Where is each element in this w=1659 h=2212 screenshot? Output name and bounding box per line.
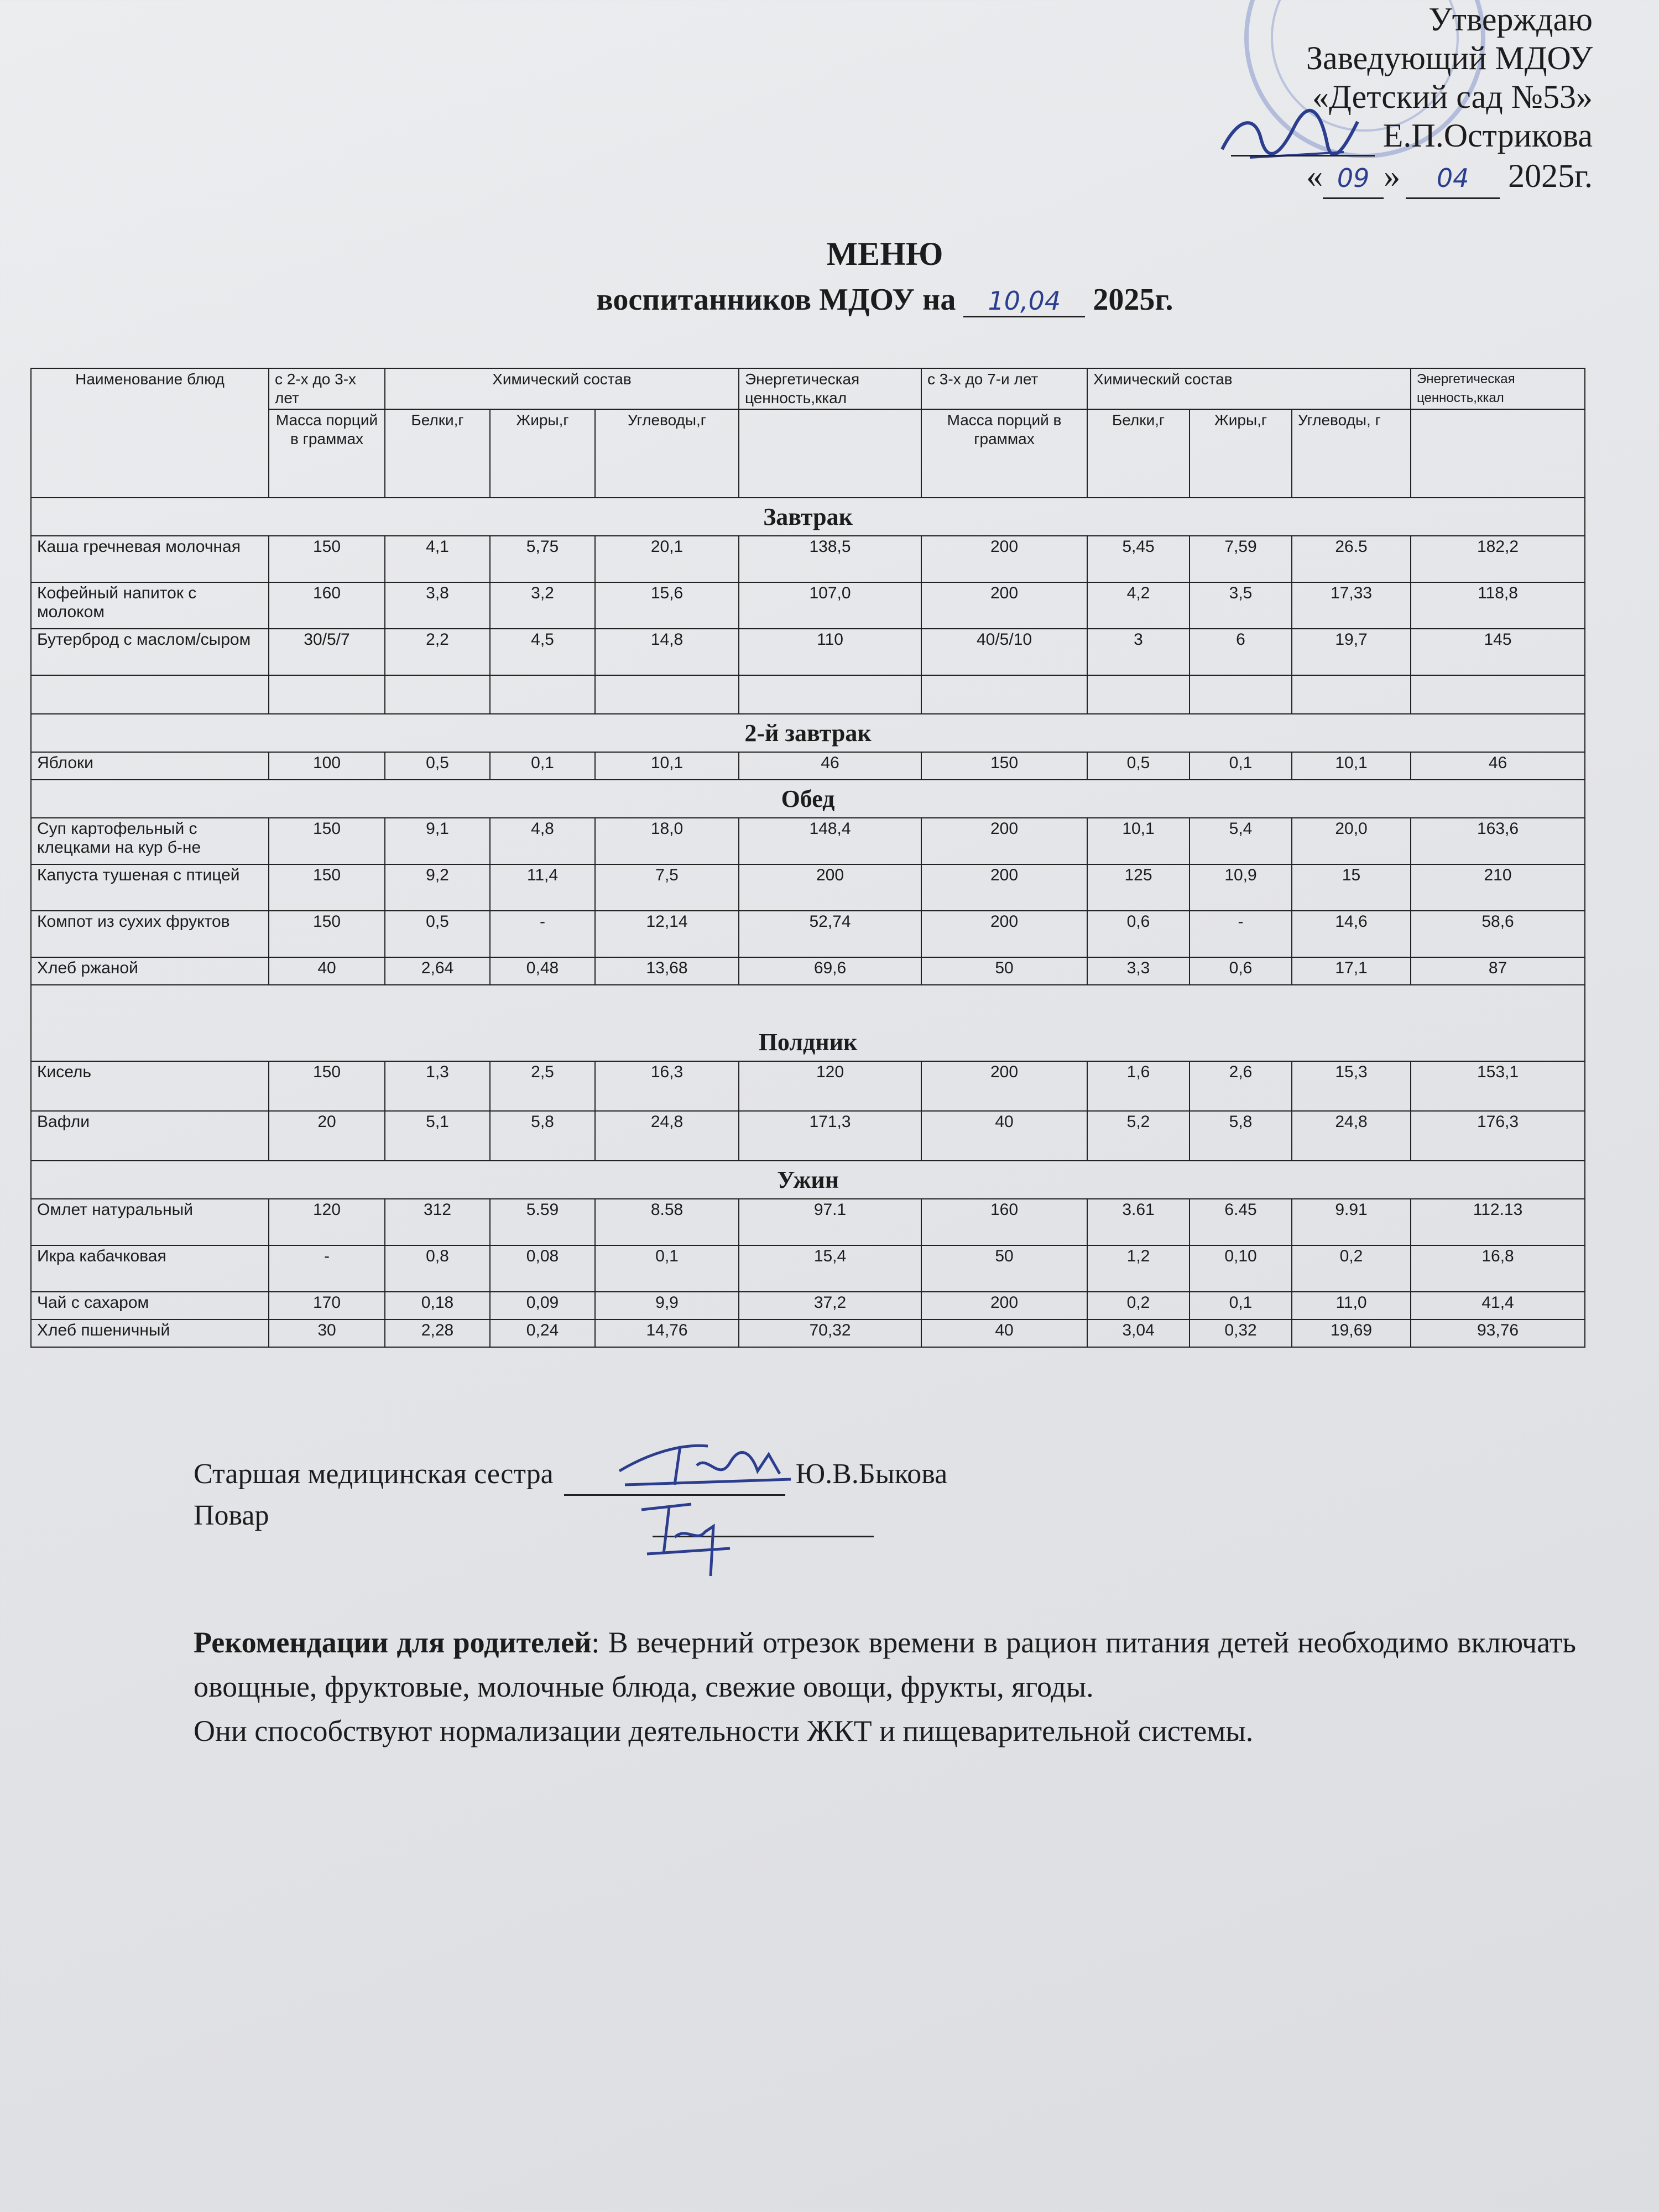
table-cell: 69,6 [739,957,921,985]
table-cell: 4,5 [490,629,595,675]
table-cell: 0,5 [1087,752,1190,780]
table-cell: 107,0 [739,582,921,629]
section-title: Полдник [31,985,1585,1061]
table-cell: 16,8 [1411,1245,1585,1292]
table-cell: 13,68 [595,957,739,985]
table-cell: - [1190,911,1292,957]
header-carbs-2: Углеводы, г [1292,409,1411,498]
table-row [31,582,1585,629]
table-cell: 0,24 [490,1319,595,1347]
table-cell: 2,5 [490,1061,595,1111]
table-cell: 171,3 [739,1111,921,1161]
table-cell: 0,48 [490,957,595,985]
cook-signature-line [194,1496,947,1537]
recommendation-label: Рекомендации для родителей [194,1626,592,1659]
approval-name-line [1172,116,1593,156]
table-cell: 0,10 [1190,1245,1292,1292]
header-energy-2: Энергетическая ценность,ккал [1411,368,1585,409]
table-cell: 0,1 [490,752,595,780]
table-cell: 0,8 [385,1245,490,1292]
table-cell: 17,1 [1292,957,1411,985]
subtitle-year: 2025г. [1093,283,1173,317]
table-cell [739,675,921,714]
dish-name [31,675,269,714]
table-cell [490,675,595,714]
section-row [31,1161,1585,1199]
table-cell: 26.5 [1292,536,1411,582]
approval-year: 2025г. [1508,158,1593,194]
table-cell [385,675,490,714]
section-row [31,714,1585,752]
table-cell: 160 [269,582,385,629]
table-cell: 14,8 [595,629,739,675]
section-title: Обед [31,780,1585,818]
table-cell: 9.91 [1292,1199,1411,1245]
table-cell: 52,74 [739,911,921,957]
cook-label: Повар [194,1500,269,1531]
menu-subtitle [0,282,1659,317]
table-cell [269,675,385,714]
header-age-2-3: с 2-х до 3-х лет [269,368,385,409]
dish-name: Суп картофельный с клецками на кур б-не [31,818,269,864]
table-cell: 6 [1190,629,1292,675]
table-cell: 41,4 [1411,1292,1585,1319]
table-cell: 2,64 [385,957,490,985]
table-cell: 30/5/7 [269,629,385,675]
table-cell: 1,3 [385,1061,490,1111]
table-cell: 58,6 [1411,911,1585,957]
table-cell: 15,6 [595,582,739,629]
table-cell: 0,2 [1087,1292,1190,1319]
table-row [31,1199,1585,1245]
table-cell: 5,2 [1087,1111,1190,1161]
table-cell: 2,28 [385,1319,490,1347]
dish-name: Каша гречневая молочная [31,536,269,582]
table-cell: 200 [921,582,1087,629]
table-cell: 10,1 [1087,818,1190,864]
table-cell: 16,3 [595,1061,739,1111]
table-cell: 210 [1411,864,1585,911]
table-cell: 0,1 [595,1245,739,1292]
table-cell: 3,2 [490,582,595,629]
table-cell: 5.59 [490,1199,595,1245]
date-quote-open: « [1306,158,1323,194]
table-cell: 9,9 [595,1292,739,1319]
table-cell: 120 [739,1061,921,1111]
table-cell: 150 [269,536,385,582]
table-cell [1087,675,1190,714]
table-cell: 50 [921,1245,1087,1292]
table-cell: 150 [269,1061,385,1111]
signature-blank [1231,116,1375,156]
table-cell: 10,1 [595,752,739,780]
table-cell: 5,1 [385,1111,490,1161]
table-cell: 5,4 [1190,818,1292,864]
table-cell: 170 [269,1292,385,1319]
dish-name: Чай с сахаром [31,1292,269,1319]
table-cell: 200 [739,864,921,911]
table-row [31,911,1585,957]
table-cell: 20 [269,1111,385,1161]
table-cell: 145 [1411,629,1585,675]
table-cell: 200 [921,1061,1087,1111]
table-cell: 37,2 [739,1292,921,1319]
table-cell: 1,2 [1087,1245,1190,1292]
section-title: Ужин [31,1161,1585,1199]
table-cell: 118,8 [1411,582,1585,629]
table-cell: 40 [269,957,385,985]
table-cell: 10,1 [1292,752,1411,780]
header-protein-2: Белки,г [1087,409,1190,498]
table-row [31,1061,1585,1111]
table-cell: 70,32 [739,1319,921,1347]
table-cell: 5,45 [1087,536,1190,582]
table-cell: 87 [1411,957,1585,985]
dish-name: Вафли [31,1111,269,1161]
table-row [31,536,1585,582]
approval-month: 04 [1406,159,1500,199]
table-cell: 30 [269,1319,385,1347]
date-quote-close: » [1384,158,1401,194]
table-cell: 150 [269,818,385,864]
header-chem-2: Химический состав [1087,368,1411,409]
table-cell: 3,5 [1190,582,1292,629]
table-cell: - [269,1245,385,1292]
table-cell: 8.58 [595,1199,739,1245]
header-age-3-7: с 3-х до 7-и лет [921,368,1087,409]
table-cell: 15 [1292,864,1411,911]
table-cell: 19,69 [1292,1319,1411,1347]
table-cell [1292,675,1411,714]
table-cell: 46 [739,752,921,780]
table-row [31,818,1585,864]
table-cell: 11,0 [1292,1292,1411,1319]
dish-name: Омлет натуральный [31,1199,269,1245]
table-cell: 40 [921,1111,1087,1161]
table-cell: 3 [1087,629,1190,675]
table-cell: 7,5 [595,864,739,911]
table-row [31,1111,1585,1161]
dish-name: Компот из сухих фруктов [31,911,269,957]
table-cell: 11,4 [490,864,595,911]
section-row [31,780,1585,818]
table-cell: 24,8 [1292,1111,1411,1161]
approval-org: «Детский сад №53» [1312,79,1593,115]
table-cell: 6.45 [1190,1199,1292,1245]
table-cell: 0,32 [1190,1319,1292,1347]
table-cell: 3,8 [385,582,490,629]
menu-date: 10,04 [963,286,1085,317]
dish-name: Кофейный напиток с молоком [31,582,269,629]
header-dish: Наименование блюд [31,368,269,498]
section-row [31,985,1585,1061]
header-carbs-1: Углеводы,г [595,409,739,498]
table-row [31,957,1585,985]
table-cell: 4,8 [490,818,595,864]
table-cell: 24,8 [595,1111,739,1161]
table-cell: 15,4 [739,1245,921,1292]
table-cell: 182,2 [1411,536,1585,582]
approval-day: 09 [1323,159,1384,199]
header-chem-1: Химический состав [385,368,739,409]
section-title: Завтрак [31,498,1585,536]
approval-block [1172,0,1593,199]
nurse-signature [614,1432,796,1493]
header-mass-1: Масса порций в граммах [269,409,385,498]
table-row [31,675,1585,714]
table-cell: 0,1 [1190,1292,1292,1319]
table-cell: 46 [1411,752,1585,780]
table-row [31,1319,1585,1347]
nurse-signature-line [194,1454,947,1496]
header-energy-2-blank [1411,409,1585,498]
table-cell: 163,6 [1411,818,1585,864]
header-energy-1-blank [739,409,921,498]
table-cell: 3,04 [1087,1319,1190,1347]
table-cell: 160 [921,1199,1087,1245]
approval-heading: Утверждаю [1428,1,1593,38]
recommendation-paragraph [194,1620,1576,1709]
section-title: 2-й завтрак [31,714,1585,752]
table-cell: 97.1 [739,1199,921,1245]
table-cell: 5,8 [490,1111,595,1161]
table-cell [921,675,1087,714]
table-cell: 2,6 [1190,1061,1292,1111]
table-cell: 120 [269,1199,385,1245]
table-cell: 12,14 [595,911,739,957]
dish-name: Кисель [31,1061,269,1111]
table-cell: 4,1 [385,536,490,582]
table-cell: 0,5 [385,911,490,957]
menu-body [31,498,1585,1347]
table-cell: 176,3 [1411,1111,1585,1161]
table-cell: 200 [921,536,1087,582]
table-row [31,1245,1585,1292]
nurse-name: Ю.В.Быкова [795,1458,948,1490]
header-fat-1: Жиры,г [490,409,595,498]
table-cell: 0,6 [1190,957,1292,985]
cook-signature [630,1493,741,1582]
table-cell: 312 [385,1199,490,1245]
recommendation [194,1620,1576,1753]
header-energy-1: Энергетическая ценность,ккал [739,368,921,409]
table-row [31,864,1585,911]
table-cell: 138,5 [739,536,921,582]
table-cell: 125 [1087,864,1190,911]
header-protein-1: Белки,г [385,409,490,498]
table-cell: 200 [921,818,1087,864]
table-cell: 19,7 [1292,629,1411,675]
subtitle-prefix: воспитанников МДОУ на [596,283,956,317]
table-cell: 1,6 [1087,1061,1190,1111]
table-cell: 3,3 [1087,957,1190,985]
table-cell [1190,675,1292,714]
dish-name: Хлеб ржаной [31,957,269,985]
table-cell: 20,1 [595,536,739,582]
nurse-label: Старшая медицинская сестра [194,1458,554,1490]
approval-date [1172,156,1593,199]
table-cell [595,675,739,714]
table-cell: 7,59 [1190,536,1292,582]
table-cell: 14,6 [1292,911,1411,957]
table-cell: 5,8 [1190,1111,1292,1161]
header-row-1 [31,368,1585,409]
approval-name: Е.П.Острикова [1383,117,1593,154]
table-cell: 0,18 [385,1292,490,1319]
table-cell: 148,4 [739,818,921,864]
table-cell: 0,5 [385,752,490,780]
menu-title: МЕНЮ [826,236,943,272]
table-cell: 112.13 [1411,1199,1585,1245]
table-cell: 0,1 [1190,752,1292,780]
table-cell: 150 [269,911,385,957]
table-cell: 2,2 [385,629,490,675]
table-cell: - [490,911,595,957]
table-row [31,752,1585,780]
table-cell: 20,0 [1292,818,1411,864]
table-cell: 50 [921,957,1087,985]
dish-name: Бутерброд с маслом/сыром [31,629,269,675]
table-cell: 17,33 [1292,582,1411,629]
table-cell: 110 [739,629,921,675]
table-cell: 150 [269,864,385,911]
table-cell: 0,2 [1292,1245,1411,1292]
table-cell: 200 [921,864,1087,911]
table-row [31,629,1585,675]
table-cell: 4,2 [1087,582,1190,629]
table-cell: 18,0 [595,818,739,864]
signatures [194,1454,947,1537]
table-cell: 9,1 [385,818,490,864]
menu-table [30,368,1585,1348]
table-cell: 9,2 [385,864,490,911]
recommendation-text-1: : В вечерний отрезок времени в рацион питания детей необходимо включать овощные, фруктовые, молочные блюда, свежие овощи, фрукты, ягоды. [194,1626,1576,1703]
table-cell: 0,6 [1087,911,1190,957]
table-cell: 40/5/10 [921,629,1087,675]
table-cell: 100 [269,752,385,780]
table-cell: 153,1 [1411,1061,1585,1111]
table-cell [1411,675,1585,714]
table-cell: 10,9 [1190,864,1292,911]
recommendation-text-2: Они способствуют нормализации деятельности ЖКТ и пищеварительной системы. [194,1714,1254,1747]
table-cell: 200 [921,1292,1087,1319]
table-cell: 150 [921,752,1087,780]
table-cell: 14,76 [595,1319,739,1347]
table-cell: 0,08 [490,1245,595,1292]
table-cell: 200 [921,911,1087,957]
dish-name: Яблоки [31,752,269,780]
table-cell: 15,3 [1292,1061,1411,1111]
table-cell: 40 [921,1319,1087,1347]
header-mass-2: Масса порций в граммах [921,409,1087,498]
table-cell: 5,75 [490,536,595,582]
section-row [31,498,1585,536]
header-fat-2: Жиры,г [1190,409,1292,498]
dish-name: Капуста тушеная с птицей [31,864,269,911]
approval-position: Заведующий МДОУ [1306,40,1593,76]
table-cell: 93,76 [1411,1319,1585,1347]
dish-name: Икра кабачковая [31,1245,269,1292]
table-cell: 3.61 [1087,1199,1190,1245]
table-row [31,1292,1585,1319]
table-cell: 0,09 [490,1292,595,1319]
dish-name: Хлеб пшеничный [31,1319,269,1347]
